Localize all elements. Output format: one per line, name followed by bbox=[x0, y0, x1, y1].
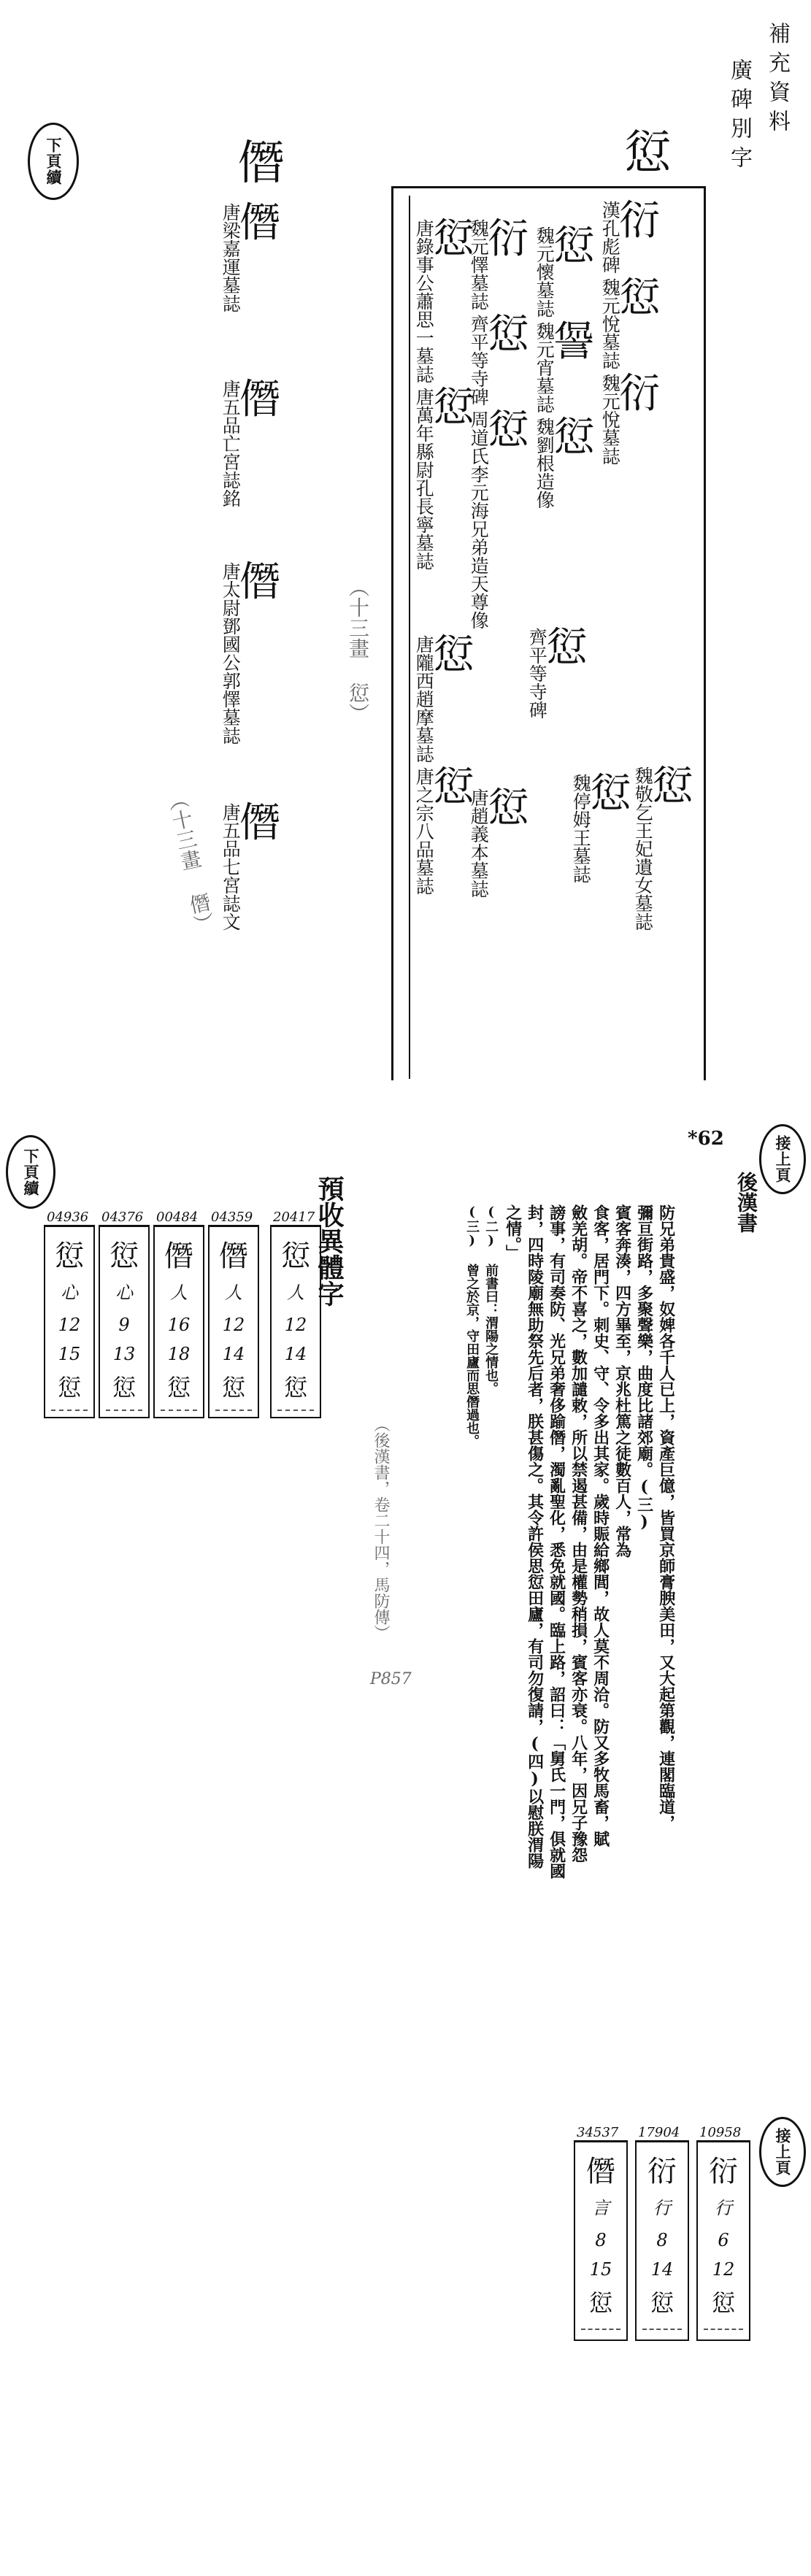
text-column: 之情。」 bbox=[503, 1204, 523, 1261]
main-char-yan: 愆 bbox=[624, 126, 671, 180]
next-page-stamp-2: 下頁續 bbox=[6, 1135, 55, 1209]
entry: 愆 唐隴西趙摩墓誌 bbox=[413, 631, 474, 763]
inner-rule bbox=[409, 196, 410, 1079]
yan-column-7 bbox=[412, 631, 474, 899]
yan-column-1 bbox=[599, 197, 661, 469]
header-title-1: 補充資料 bbox=[764, 22, 790, 139]
page-3 bbox=[0, 2102, 811, 2576]
header-title-2: 廣碑別字 bbox=[726, 58, 752, 175]
jian-column-1 bbox=[219, 199, 281, 317]
jian-column-3 bbox=[219, 558, 281, 749]
handwritten-note-2: （十三畫 僭） bbox=[163, 787, 218, 937]
next-page-stamp: 下頁續 bbox=[28, 123, 79, 200]
entry: 諐 魏元宵墓誌 bbox=[534, 318, 595, 413]
footnote: (二) 前書曰：渭陽之情也。 bbox=[483, 1204, 499, 1395]
entry: 愆 魏元悅墓誌 bbox=[599, 274, 661, 369]
yan-column-6 bbox=[412, 215, 474, 574]
yan-column-8 bbox=[569, 770, 631, 888]
text-column: 賓客奔湊，四方畢至，京兆杜篤之徒數百人，常為 bbox=[612, 1204, 632, 1558]
entry: 愆 唐錄事公蕭思一墓誌 bbox=[413, 215, 474, 383]
text-column: 斂羌胡。帝不喜之，數加譴敕，所以禁遏甚備，由是權勢稍損，賓客亦衰。八年，因兄子豫怨 bbox=[569, 1204, 588, 1863]
yan-column-9 bbox=[526, 624, 588, 723]
entry: 愆 唐萬年縣尉孔長寧墓誌 bbox=[413, 384, 474, 570]
continue-stamp-2: 接上頁 bbox=[759, 2117, 806, 2187]
index-card: 04376 愆 心 9 13 愆 bbox=[99, 1225, 150, 1418]
entry: 衍 魏元悅墓誌 bbox=[599, 370, 661, 465]
source-note: （後漢書，卷二十四，馬防傳） bbox=[372, 1416, 390, 1641]
entry: 衍 漢孔彪碑 bbox=[599, 197, 661, 274]
yan-column-2 bbox=[533, 223, 595, 513]
index-card: 20417 愆 人 12 14 愆 bbox=[270, 1225, 321, 1418]
box-right-rule bbox=[704, 186, 706, 1080]
entry: 僭 唐太尉鄧國公郭懌墓誌 bbox=[220, 558, 281, 745]
page-heading: 預收異體字 bbox=[314, 1175, 345, 1307]
text-column: 謗事，有司奏防、光兄弟奢侈踰僭，濁亂聖化，悉免就國。臨上路，詔曰：「舅氏一門，俱就國 bbox=[547, 1204, 566, 1879]
entry: 愆 周道氏李元海兄弟造天尊像 bbox=[468, 407, 529, 629]
entry: 愆 魏停姆王墓誌 bbox=[570, 770, 631, 883]
entry: 衍 魏元懌墓誌 bbox=[468, 215, 529, 310]
entry: 愆 齊平等寺碑 bbox=[526, 624, 588, 719]
index-card: 10958 衍 行 6 12 愆 bbox=[696, 2140, 750, 2341]
entry: 愆 魏元懷墓誌 bbox=[534, 223, 595, 318]
entry: 愆 齊平等寺碑 bbox=[468, 311, 529, 406]
index-card: 00484 僭 人 16 18 愆 bbox=[153, 1225, 204, 1418]
box-top-rule bbox=[391, 186, 705, 188]
box-left-rule bbox=[391, 186, 393, 1080]
entry: 愆 魏劉根造像 bbox=[534, 414, 595, 509]
yan-column-3 bbox=[467, 215, 529, 634]
text-column: 食客，居門下。刺史、守、令多出其家。歲時賑給鄉閭，故人莫不周洽。防又多牧馬畜，賦 bbox=[591, 1204, 610, 1847]
page-1 bbox=[0, 0, 811, 1095]
book-title: 後漢書 bbox=[734, 1172, 758, 1233]
index-card: 34537 僭 言 8 15 愆 bbox=[574, 2140, 628, 2341]
text-column: 封，四時陵廟無助祭先后者，朕甚傷之。其令許侯思愆田廬，有司勿復請，(四)以慰朕渭陽 bbox=[525, 1204, 545, 1869]
page-2 bbox=[0, 1095, 811, 2088]
entry: 僭 唐五品亡宮誌銘 bbox=[220, 376, 281, 507]
text-column: 防兄弟貴盛，奴婢各千人已上，資產巨億，皆買京師膏腴美田，又大起第觀，連閣臨道， bbox=[656, 1204, 676, 1831]
entry: 愆 魏敬乞王妃遺女墓誌 bbox=[632, 763, 693, 931]
index-card: 04359 僭 人 12 14 愆 bbox=[208, 1225, 259, 1418]
entry: 僭 唐五品七宮誌文 bbox=[220, 799, 281, 931]
text-column: 彌亘街路，多聚聲樂，曲度比諸郊廟。(三) bbox=[634, 1204, 654, 1531]
footnote: (三) 曾之於京，守田廬而思僭過也。 bbox=[464, 1204, 480, 1447]
index-card: 17904 衍 行 8 14 愆 bbox=[635, 2140, 689, 2341]
index-card: 04936 愆 心 12 15 愆 bbox=[44, 1225, 95, 1418]
entry: 愆 唐之宗八品墓誌 bbox=[413, 764, 474, 895]
jian-column-2 bbox=[219, 376, 281, 512]
citation-mark: *62 bbox=[688, 1128, 724, 1150]
continue-stamp: 接上頁 bbox=[759, 1124, 806, 1194]
page-number: P857 bbox=[370, 1670, 412, 1688]
main-char-jian: 僭 bbox=[238, 137, 285, 191]
entry: 僭 唐梁嘉運墓誌 bbox=[220, 199, 281, 312]
jian-column-4 bbox=[219, 799, 281, 935]
handwritten-note-1: （十三畫 愆） bbox=[346, 577, 370, 723]
entry: 愆 唐趙義本墓誌 bbox=[468, 785, 529, 898]
yan-column-5 bbox=[467, 785, 529, 902]
yan-column-4 bbox=[631, 763, 693, 935]
